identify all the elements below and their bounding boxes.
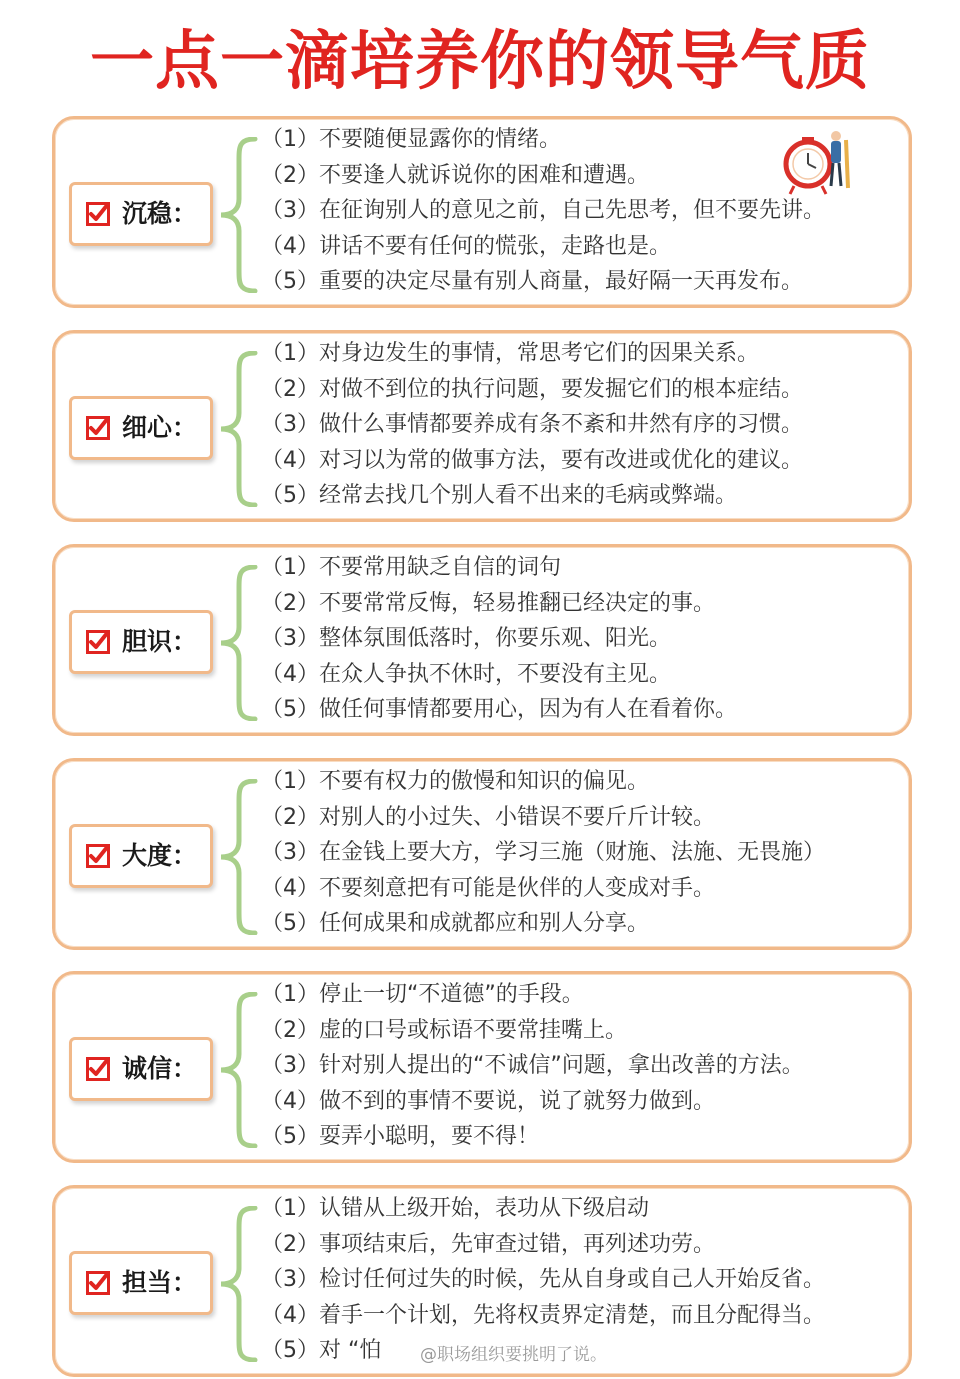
watermark: @职场组织要挑明了说。 xyxy=(420,1345,607,1365)
curly-brace-icon xyxy=(215,992,261,1148)
section-label-box xyxy=(69,182,213,246)
checkbox-check-icon xyxy=(86,1057,110,1081)
section-items xyxy=(261,336,803,514)
section-card xyxy=(52,758,912,950)
checkbox-check-icon xyxy=(86,844,110,868)
checkbox-check-icon xyxy=(86,630,110,654)
curly-brace-icon xyxy=(215,779,261,935)
list-item: （2）对别人的小过失、小错误不要斤斤计较。 xyxy=(261,804,715,830)
section-label: 担当： xyxy=(122,1268,198,1297)
clock-illustration-icon xyxy=(780,128,858,200)
list-item: （2）虚的口号或标语不要常挂嘴上。 xyxy=(261,1017,627,1043)
list-item: （5）经常去找几个别人看不出来的毛病或弊端。 xyxy=(261,483,737,509)
list-item: （4）在众人争执不休时，不要没有主见。 xyxy=(261,661,671,687)
checkbox-check-icon xyxy=(86,1271,110,1295)
section-label-box xyxy=(69,610,213,674)
list-item: （5）任何成果和成就都应和别人分享。 xyxy=(261,911,649,937)
list-item: （1）不要常用缺乏自信的词句 xyxy=(261,555,561,580)
section-label-box xyxy=(69,824,213,888)
list-item: （3）做什么事情都要养成有条不紊和井然有序的习惯。 xyxy=(261,412,803,438)
list-item: （5）重要的决定尽量有别人商量，最好隔一天再发布。 xyxy=(261,269,803,295)
list-item: （3）整体氛围低落时，你要乐观、阳光。 xyxy=(261,626,671,652)
list-item: （3）针对别人提出的“不诚信”问题，拿出改善的方法。 xyxy=(261,1053,804,1079)
checkbox-check-icon xyxy=(86,416,110,440)
list-item: （2）事项结束后，先审查过错，再列述功劳。 xyxy=(261,1231,715,1257)
list-item: （1）认错从上级开始，表功从下级启动 xyxy=(261,1196,649,1221)
list-item: （3）检讨任何过失的时候，先从自身或自己人开始反省。 xyxy=(261,1267,825,1293)
curly-brace-icon xyxy=(215,1206,261,1362)
list-item: （5）对 “怕 xyxy=(261,1338,382,1364)
list-item: （3）在征询别人的意见之前，自己先思考，但不要先讲。 xyxy=(261,198,825,224)
section-card xyxy=(52,544,912,736)
section-label-box xyxy=(69,396,213,460)
curly-brace-icon xyxy=(215,137,261,293)
section-card xyxy=(52,330,912,522)
section-label: 胆识： xyxy=(122,627,198,656)
section-label-box xyxy=(69,1037,213,1101)
section-label: 细心： xyxy=(122,413,198,442)
section-card xyxy=(52,971,912,1163)
list-item: （4）着手一个计划，先将权责界定清楚，而且分配得当。 xyxy=(261,1302,825,1328)
section-label: 沉稳： xyxy=(122,199,198,228)
list-item: （1）停止一切“不道德”的手段。 xyxy=(261,982,584,1007)
curly-brace-icon xyxy=(215,351,261,507)
list-item: （1）不要随便显露你的情绪。 xyxy=(261,127,561,152)
list-item: （2）对做不到位的执行问题，要发掘它们的根本症结。 xyxy=(261,376,803,402)
page-title: 一点一滴培养你的领导气质 xyxy=(90,25,870,99)
section-items xyxy=(261,764,825,942)
list-item: （2）不要逢人就诉说你的困难和遭遇。 xyxy=(261,162,649,188)
section-label: 大度： xyxy=(122,841,198,870)
list-item: （4）对习以为常的做事方法，要有改进或优化的建议。 xyxy=(261,447,803,473)
section-label: 诚信： xyxy=(122,1054,198,1083)
section-items xyxy=(261,122,825,300)
list-item: （5）耍弄小聪明，要不得！ xyxy=(261,1124,539,1150)
section-label-box xyxy=(69,1251,213,1315)
section-items xyxy=(261,977,804,1155)
list-item: （5）做任何事情都要用心，因为有人在看着你。 xyxy=(261,697,737,723)
list-item: （2）不要常常反悔，轻易推翻已经决定的事。 xyxy=(261,590,715,616)
list-item: （4）做不到的事情不要说，说了就努力做到。 xyxy=(261,1088,715,1114)
curly-brace-icon xyxy=(215,565,261,721)
checkbox-check-icon xyxy=(86,202,110,226)
list-item: （3）在金钱上要大方，学习三施（财施、法施、无畏施） xyxy=(261,840,825,866)
list-item: （1）对身边发生的事情，常思考它们的因果关系。 xyxy=(261,341,759,366)
section-items xyxy=(261,550,737,728)
list-item: （1）不要有权力的傲慢和知识的偏见。 xyxy=(261,769,649,794)
list-item: （4）讲话不要有任何的慌张，走路也是。 xyxy=(261,233,671,259)
list-item: （4）不要刻意把有可能是伙伴的人变成对手。 xyxy=(261,875,715,901)
